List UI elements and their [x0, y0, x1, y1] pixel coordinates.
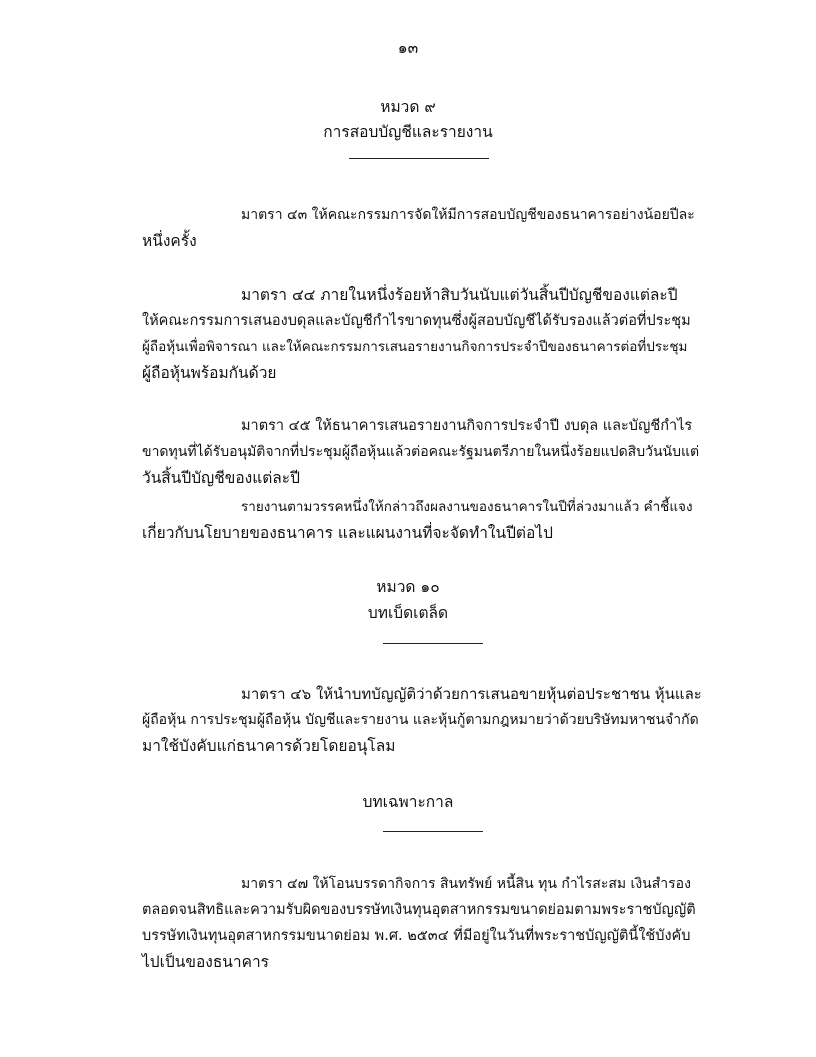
section-47-line-3: บรรษัทเงินทุนอุตสาหกรรมขนาดย่อม พ.ศ. ๒๕๓๔ ที่มีอยู่ในวันที่พระราชบัญญัตินี้ใช้บังคับ — [142, 928, 691, 944]
transitional-underline — [383, 831, 483, 832]
section-43-line-2: หนึ่งครั้ง — [142, 232, 197, 250]
chapter-10-underline — [383, 643, 483, 644]
chapter-10-title: หมวด ๑๐ — [376, 578, 440, 596]
section-45-line-5: เกี่ยวกับนโยบายของธนาคาร และแผนงานที่จะจัดทำในปีต่อไป — [142, 524, 553, 542]
section-44-line-1: มาตรา ๔๔ ภายในหนึ่งร้อยห้าสิบวันนับแต่วันสิ้นปีบัญชีของแต่ละปี — [241, 286, 678, 304]
chapter-10-subtitle: บทเบ็ดเตล็ด — [367, 604, 449, 622]
section-44-line-2: ให้คณะกรรมการเสนองบดุลและบัญชีกำไรขาดทุนซึ่งผู้สอบบัญชีได้รับรองแล้วต่อที่ประชุม — [142, 313, 691, 329]
chapter-9-underline — [349, 158, 489, 159]
section-47-line-1: มาตรา ๔๗ ให้โอนบรรดากิจการ สินทรัพย์ หนี้สิน ทุน กำไรสะสม เงินสำรอง — [241, 876, 691, 892]
section-43-line-1: มาตรา ๔๓ ให้คณะกรรมการจัดให้มีการสอบบัญชีของธนาคารอย่างน้อยปีละ — [241, 207, 695, 223]
section-47-line-2: ตลอดจนสิทธิและความรับผิดของบรรษัทเงินทุนอุตสาหกรรมขนาดย่อมตามพระราชบัญญัติ — [142, 902, 696, 918]
section-46-line-3: มาใช้บังคับแก่ธนาคารด้วยโดยอนุโลม — [142, 737, 396, 755]
section-46-line-2: ผู้ถือหุ้น การประชุมผู้ถือหุ้น บัญชีและรายงาน และหุ้นกู้ตามกฎหมายว่าด้วยบริษัทมหาชนจำกัด — [142, 712, 699, 728]
section-44-line-4: ผู้ถือหุ้นพร้อมกันด้วย — [142, 364, 277, 382]
chapter-9-subtitle: การสอบบัญชีและรายงาน — [323, 123, 493, 141]
transitional-title: บทเฉพาะกาล — [362, 793, 454, 811]
section-46-line-1: มาตรา ๔๖ ให้นำบทบัญญัติว่าด้วยการเสนอขายหุ้นต่อประชาชน หุ้นและ — [241, 685, 702, 703]
section-45-line-4: รายงานตามวรรคหนึ่งให้กล่าวถึงผลงานของธนาคารในปีที่ล่วงมาแล้ว คำชี้แจง — [241, 499, 693, 515]
section-47-line-4: ไปเป็นของธนาคาร — [142, 953, 269, 971]
section-45-line-2: ขาดทุนที่ได้รับอนุมัติจากที่ประชุมผู้ถือหุ้นแล้วต่อคณะรัฐมนตรีภายในหนึ่งร้อยแปดสิบวันนับแต่ — [142, 444, 700, 460]
section-44-line-3: ผู้ถือหุ้นเพื่อพิจารณา และให้คณะกรรมการเสนอรายงานกิจการประจำปีของธนาคารต่อที่ประชุม — [142, 339, 688, 355]
section-45-line-1: มาตรา ๔๕ ให้ธนาคารเสนอรายงานกิจการประจำปี งบดุล และบัญชีกำไร — [241, 418, 693, 434]
chapter-9-title: หมวด ๙ — [380, 98, 436, 116]
page-number: ๑๓ — [397, 39, 419, 57]
section-45-line-3: วันสิ้นปีบัญชีของแต่ละปี — [142, 469, 300, 487]
